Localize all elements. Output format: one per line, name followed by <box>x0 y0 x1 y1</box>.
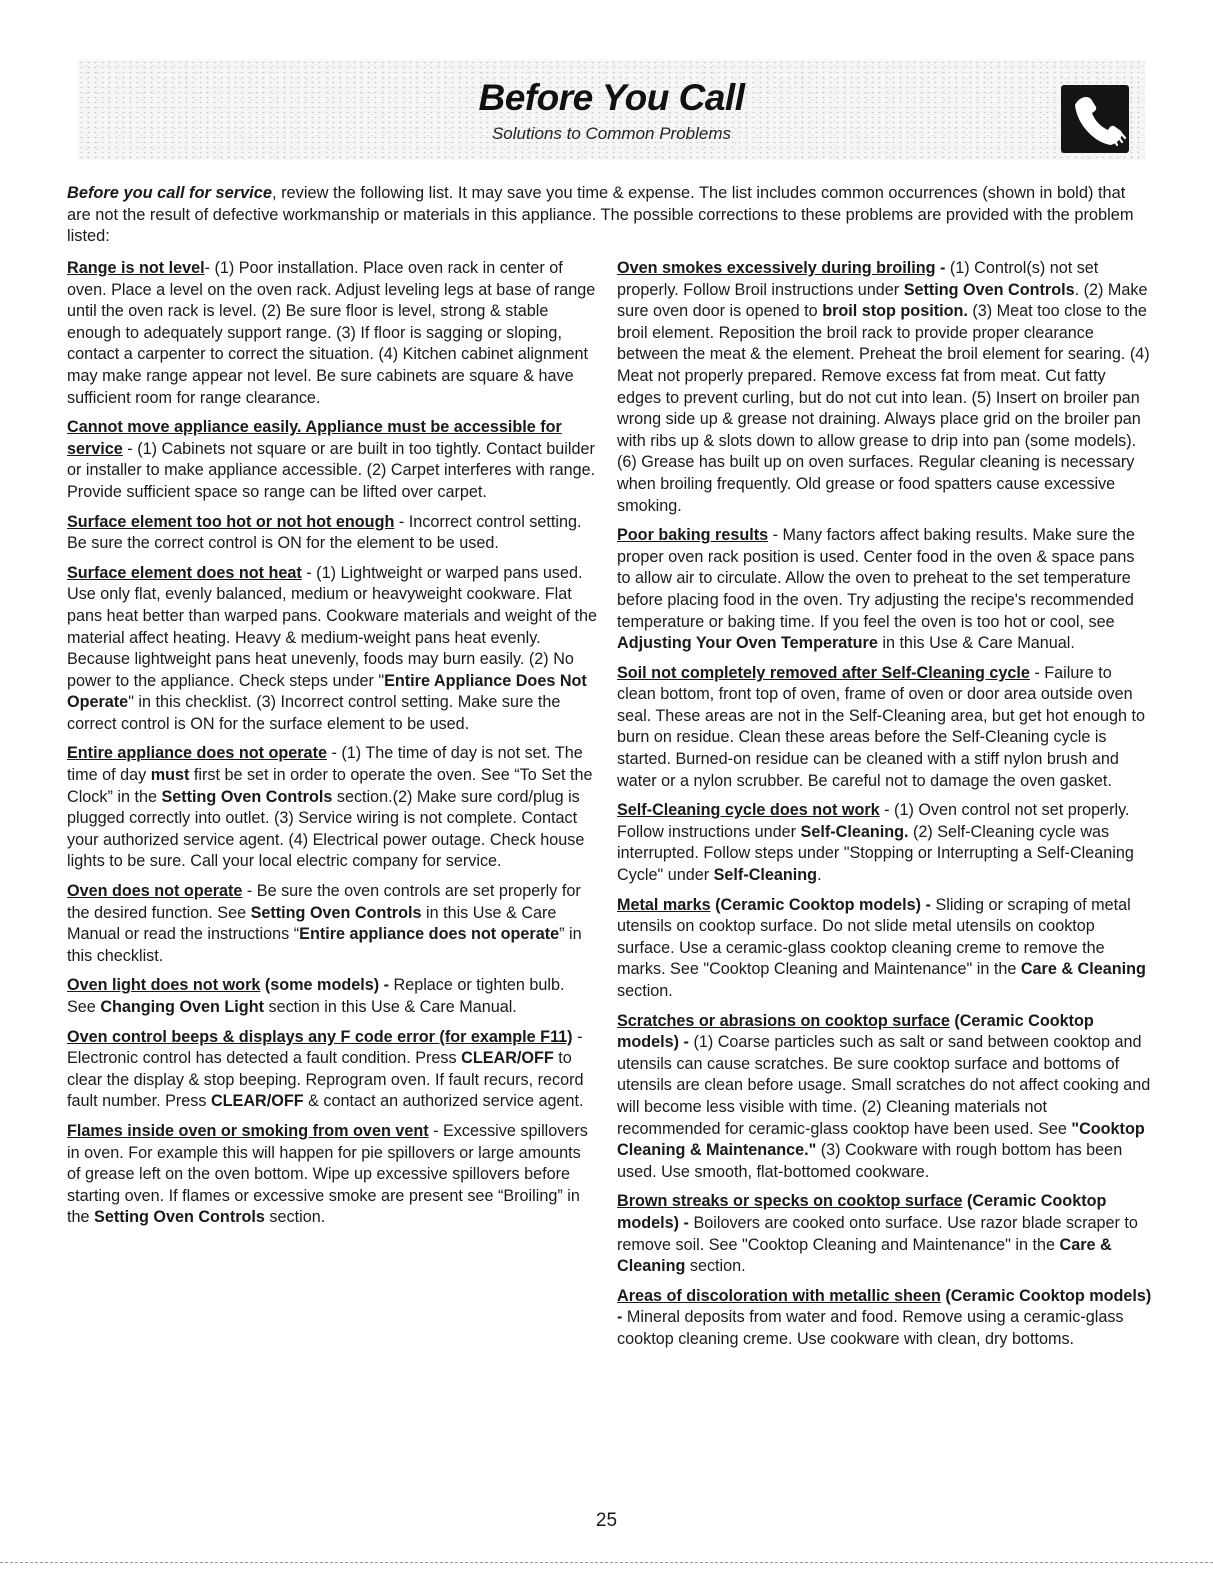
solution-text: Sliding or scraping of metal utensils on cooktop surface. Do not slide metal utensils on cooktop surface. Use a ceramic-glass cooktop cleaning creme to remove the marks. See "Cooktop Cleaning and Maintenance" in the <box>617 895 1131 979</box>
problem-title: Areas of discoloration with metallic sheen <box>617 1286 941 1305</box>
troubleshooting-item <box>617 258 1152 517</box>
problem-title: Brown streaks or specks on cooktop surface <box>617 1192 963 1211</box>
solution-text: . <box>817 866 822 885</box>
solution-text: (3) Meat too close to the broil element. Reposition the broil rack to provide proper clearance between the meat & the element. Preheat the broil element for searing. (4) Meat not properly prepared. Remove excess fat from meat. Cut fatty edges to prevent curling, but do not cut into lean. (5) Insert on broiler pan wrong side up & grease not draining. Always place grid on the broiler pan with ribs up & slots down to allow grease to drip into pan (some models). (6) Grease has built up on oven surfaces. Regular cleaning is necessary when broiling frequently. Old grease or food spatters cause excessive smoking. <box>617 302 1150 515</box>
solution-text: . (2) Make sure oven door is opened to <box>617 280 1148 321</box>
problem-title: Scratches or abrasions on cooktop surface <box>617 1011 950 1030</box>
problem-title: Surface element too hot or not hot enough <box>67 512 395 531</box>
solution-text: section. <box>617 982 673 1000</box>
solution-text: section.(2) Make sure cord/plug is plugged correctly into outlet. (3) Service wiring is not complete. Contact your authorized service agent. (4) Electrical power outage. Check house lights to be sure. Call your local electric company for service. <box>67 787 585 871</box>
intro-paragraph <box>67 183 1147 248</box>
bold-reference: Changing Oven Light <box>100 998 264 1016</box>
solution-text: first be set in order to operate the oven. See “To Set the Clock” in the <box>67 766 593 806</box>
bold-reference: CLEAR/OFF <box>461 1049 554 1068</box>
problem-title: Entire appliance does not operate <box>67 744 327 763</box>
troubleshooting-item <box>617 525 1152 655</box>
bold-reference: "Cooktop Cleaning & Maintenance." <box>617 1119 1145 1160</box>
troubleshooting-item <box>67 975 597 1018</box>
solution-text: in this Use & Care Manual. <box>877 634 1075 653</box>
bold-reference: CLEAR/OFF <box>210 1092 304 1111</box>
problem-title: Oven smokes excessively during broiling <box>617 259 936 277</box>
footer-divider <box>0 1562 1213 1563</box>
solution-text: - (1) The time of day is not set. The time of day <box>67 744 583 785</box>
solution-text: - (1) Poor installation. Place oven rack in center of oven. Place a level on the oven rack. Adjust leveling legs at base of range until the oven rack is level. (2) Be sure floor is level, strong & stable enough to adequately support range. (3) If floor is sagging or sloping, contact a carpenter to correct the situation. (4) Kitchen cabinet alignment may make range appear not level. Be sure cabinets are square & have sufficient room for range clearance. <box>67 259 596 407</box>
problem-title: Range is not level <box>67 259 205 277</box>
solution-text: - Incorrect control setting. Be sure the correct control is ON for the element to be used. <box>67 512 582 553</box>
problem-title: Oven light does not work <box>67 976 261 995</box>
right-column <box>617 258 1152 1359</box>
intro-lead: Before you call for service <box>67 184 272 202</box>
troubleshooting-item <box>67 512 597 555</box>
bold-reference: Setting Oven Controls <box>94 1208 265 1227</box>
solution-text: - (1) Cabinets not square or are built in too tightly. Contact builder or installer to make appliance accessible. (2) Carpet interferes with range. Provide sufficient space so range can be lifted over carpet. <box>67 439 596 501</box>
bold-reference: Setting Oven Controls <box>903 280 1075 299</box>
solution-text: - Failure to clean bottom, front top of oven, frame of oven or door area outside oven seal. These areas are not in the Self-Cleaning area, but get hot enough to burn on residue. Clean these areas before the Self-Cleaning cycle is started. Burned-on residue can be cleaned with a stiff nylon brush and water or a nylon scrubber. Be careful not to damage the oven gasket. <box>617 663 1145 790</box>
solution-text: - (1) Lightweight or warped pans used. Use only flat, evenly balanced, medium or heavyweight cookware. Flat pans heat better than warped pans. Cookware materials and weight of the material affect heating. Heavy & medium-weight pans heat evenly. Because lightweight pans heat unevenly, foods may burn easily. (2) No power to the appliance. Check steps under " <box>67 563 598 690</box>
problem-title: Self-Cleaning cycle does not work <box>617 801 880 820</box>
bold-reference: (some models) - <box>260 976 394 995</box>
page-number: 25 <box>595 1510 618 1531</box>
solution-text: (1) Control(s) not set properly. Follow Broil instructions under <box>617 259 1099 299</box>
solution-text: ” in this checklist. <box>67 925 582 965</box>
bold-reference: (Ceramic Cooktop models) - <box>617 1011 1094 1052</box>
left-column <box>67 258 597 1237</box>
solution-text: Mineral deposits from water and food. Remove using a ceramic-glass cooktop cleaning creme. Use cookware with clean, dry bottoms. <box>617 1308 1124 1348</box>
bold-reference: Adjusting Your Oven Temperature <box>617 634 878 653</box>
bold-reference: must <box>150 766 190 785</box>
troubleshooting-item <box>67 563 597 736</box>
solution-text: in this Use & Care Manual or read the instructions “ <box>67 903 557 944</box>
problem-title: Soil not completely removed after Self-Cleaning cycle <box>617 663 1030 682</box>
troubleshooting-item <box>67 1121 597 1229</box>
solution-text: to clear the display & stop beeping. Reprogram oven. If fault recurs, record fault number. Press <box>67 1049 584 1111</box>
problem-title: Cannot move appliance easily. Appliance must be accessible for service <box>67 418 562 458</box>
solution-text: - Many factors affect baking results. Make sure the proper oven rack position is used. Center food in the oven & space pans to allow air to circulate. Allow the oven to preheat to the set temperature before placing food in the oven. Try adjusting the recipe's recommended temperature or baking time. If you feel the oven is too hot or cool, see <box>617 526 1135 631</box>
solution-text: (1) Coarse particles such as salt or sand between cooktop and utensils can cause scratches. Be sure cooktop surface and bottoms of utensils are clean before usage. Small scratches do not affect cooking and will become less visible with time. (2) Cleaning materials not recommended for ceramic-glass cooktop have been used. See <box>617 1033 1151 1138</box>
solution-text: (3) Cookware with rough bottom has been used. Use smooth, flat-bottomed cookware. <box>617 1141 1123 1181</box>
troubleshooting-item <box>617 1286 1152 1351</box>
troubleshooting-item <box>617 1011 1152 1184</box>
page-title: Before You Call <box>478 77 745 118</box>
solution-text: section. <box>264 1208 326 1227</box>
bold-reference: Self-Cleaning. <box>800 822 909 841</box>
solution-text: section in this Use & Care Manual. <box>263 998 517 1016</box>
problem-title: Oven control beeps & displays any F code error (for example F11) <box>67 1027 573 1046</box>
troubleshooting-item <box>67 258 597 409</box>
header-banner <box>78 60 1145 160</box>
bold-reference: Entire Appliance Does Not Operate <box>67 671 587 712</box>
bold-reference: Setting Oven Controls <box>161 787 333 806</box>
telephone-icon <box>1061 85 1129 153</box>
solution-text: section. <box>685 1257 746 1276</box>
problem-title: Metal marks <box>617 895 711 914</box>
bold-reference: (Ceramic Cooktop models) - <box>617 1192 1107 1232</box>
solution-text: " in this checklist. (3) Incorrect control setting. Make sure the correct control is ON for the surface element to be used. <box>67 693 561 733</box>
problem-title: Flames inside oven or smoking from oven vent <box>67 1121 429 1140</box>
problem-title: Oven does not operate <box>67 882 243 901</box>
bold-reference: Entire appliance does not operate <box>299 925 560 944</box>
bold-reference: (Ceramic Cooktop models) - <box>710 895 936 914</box>
intro-text: , review the following list. It may save you time & expense. The list includes common occurrences (shown in bold) that are not the result of defective workmanship or materials in this appliance. The possible corrections to these problems are provided with the problem listed: <box>67 184 1134 245</box>
bold-reference: Self-Cleaning <box>713 866 818 885</box>
troubleshooting-item <box>67 417 597 503</box>
solution-text: - Be sure the oven controls are set properly for the desired function. See <box>67 882 581 922</box>
bold-reference: Care & Cleaning <box>617 1235 1112 1276</box>
solution-text: - Excessive spillovers in oven. For example this will happen for pie spillovers or large amounts of grease left on the oven bottom. Wipe up excessive spillovers before starting oven. If flames or excessive smoke are present see “Broiling” in the <box>67 1121 588 1227</box>
troubleshooting-item <box>617 1191 1152 1277</box>
solution-text: - Electronic control has detected a fault condition. Press <box>67 1027 583 1068</box>
troubleshooting-item <box>617 800 1152 886</box>
solution-text: (2) Self-Cleaning cycle was interrupted. Follow steps under "Stopping or Interrupting a Self-Cleaning Cycle" under <box>617 822 1134 885</box>
solution-text: - (1) Oven control not set properly. Follow instructions under <box>617 801 1130 841</box>
troubleshooting-item <box>67 881 597 967</box>
problem-title: Poor baking results <box>617 526 769 545</box>
bold-reference: Care & Cleaning <box>1020 960 1146 979</box>
bold-reference: broil stop position. <box>822 302 968 321</box>
page-subtitle: Solutions to Common Problems <box>491 124 732 143</box>
troubleshooting-item <box>617 663 1152 793</box>
bold-reference: Setting Oven Controls <box>250 903 422 922</box>
troubleshooting-item <box>617 895 1152 1003</box>
troubleshooting-item <box>67 743 597 873</box>
bold-reference: (Ceramic Cooktop models) - <box>617 1286 1152 1327</box>
solution-text: Replace or tighten bulb. See <box>67 976 565 1016</box>
bold-reference: - <box>935 259 950 277</box>
solution-text: & contact an authorized service agent. <box>303 1092 584 1111</box>
solution-text: Boilovers are cooked onto surface. Use razor blade scraper to remove soil. See "Cooktop Cleaning and Maintenance" in the <box>617 1213 1138 1254</box>
problem-title: Surface element does not heat <box>67 563 302 582</box>
troubleshooting-item <box>67 1027 597 1113</box>
